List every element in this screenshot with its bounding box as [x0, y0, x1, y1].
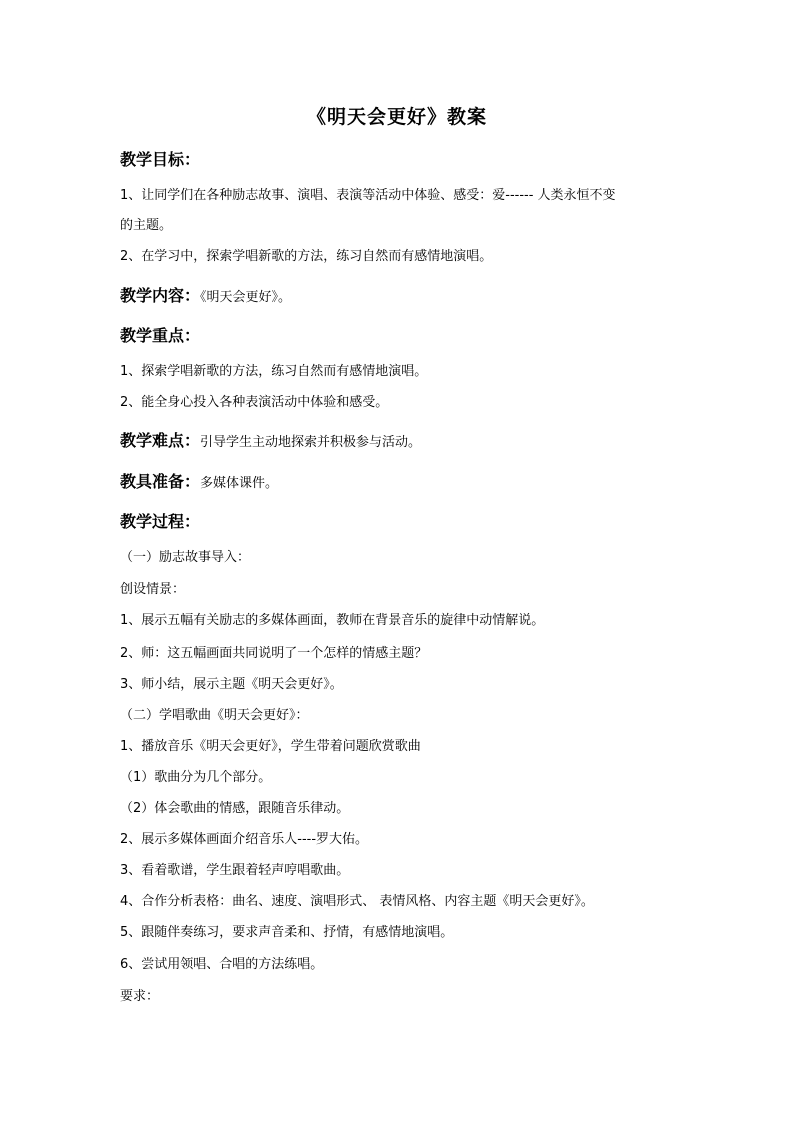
process-heading: 教学过程： — [120, 512, 201, 531]
difficult-heading: 教学难点： — [120, 431, 201, 450]
key-heading: 教学重点： — [120, 326, 201, 345]
goal-1-line-2: 的主题。 — [120, 218, 173, 233]
goal-1-line-1: 1、让同学们在各种励志故事、演唱、表演等活动中体验、感受：爱------ 人类永恒不变 — [120, 188, 616, 203]
process-line-8: （1）歌曲分为几个部分。 — [120, 770, 272, 785]
process-line-15: 要求： — [120, 989, 160, 1004]
content-text: 《明天会更好》。 — [200, 290, 292, 305]
process-line-4: 2、师：这五幅画面共同说明了一个怎样的情感主题？ — [120, 646, 428, 661]
process-line-10: 2、展示多媒体画面介绍音乐人----罗大佑。 — [120, 832, 369, 847]
tools-heading: 教具准备： — [120, 472, 201, 491]
tools-text: 多媒体课件。 — [200, 476, 279, 491]
process-line-2: 创设情景： — [120, 582, 186, 597]
content-heading: 教学内容： — [120, 286, 201, 305]
content-row — [120, 284, 680, 310]
process-line-1: （一）励志故事导入： — [120, 550, 251, 565]
process-line-12: 4、合作分析表格：曲名、速度、演唱形式、 表情风格、内容主题《明天会更好》。 — [120, 894, 594, 909]
process-line-9: （2）体会歌曲的情感，跟随音乐律动。 — [120, 801, 350, 816]
goal-2: 2、在学习中，探索学唱新歌的方法，练习自然而有感情地演唱。 — [120, 249, 493, 264]
difficult-text: 引导学生主动地探索并积极参与活动。 — [200, 435, 422, 450]
process-line-3: 1、展示五幅有关励志的多媒体画面，教师在背景音乐的旋律中动情解说。 — [120, 613, 545, 628]
key-2: 2、能全身心投入各种表演活动中体验和感受。 — [120, 395, 389, 410]
key-1: 1、探索学唱新歌的方法，练习自然而有感情地演唱。 — [120, 364, 428, 379]
process-line-14: 6、尝试用领唱、合唱的方法练唱。 — [120, 957, 324, 972]
process-line-7: 1、播放音乐《明天会更好》，学生带着问题欣赏歌曲 — [120, 739, 421, 754]
document-title: 《明天会更好》教案 — [306, 106, 487, 128]
process-line-5: 3、师小结，展示主题《明天会更好》。 — [120, 677, 343, 692]
process-line-13: 5、跟随伴奏练习，要求声音柔和、抒情，有感情地演唱。 — [120, 925, 454, 940]
difficult-row — [120, 429, 680, 455]
goals-heading: 教学目标： — [120, 150, 201, 169]
tools-row — [120, 470, 680, 496]
process-line-11: 3、看着歌谱，学生跟着轻声哼唱歌曲。 — [120, 863, 350, 878]
process-line-6: （二）学唱歌曲《明天会更好》： — [120, 708, 309, 723]
